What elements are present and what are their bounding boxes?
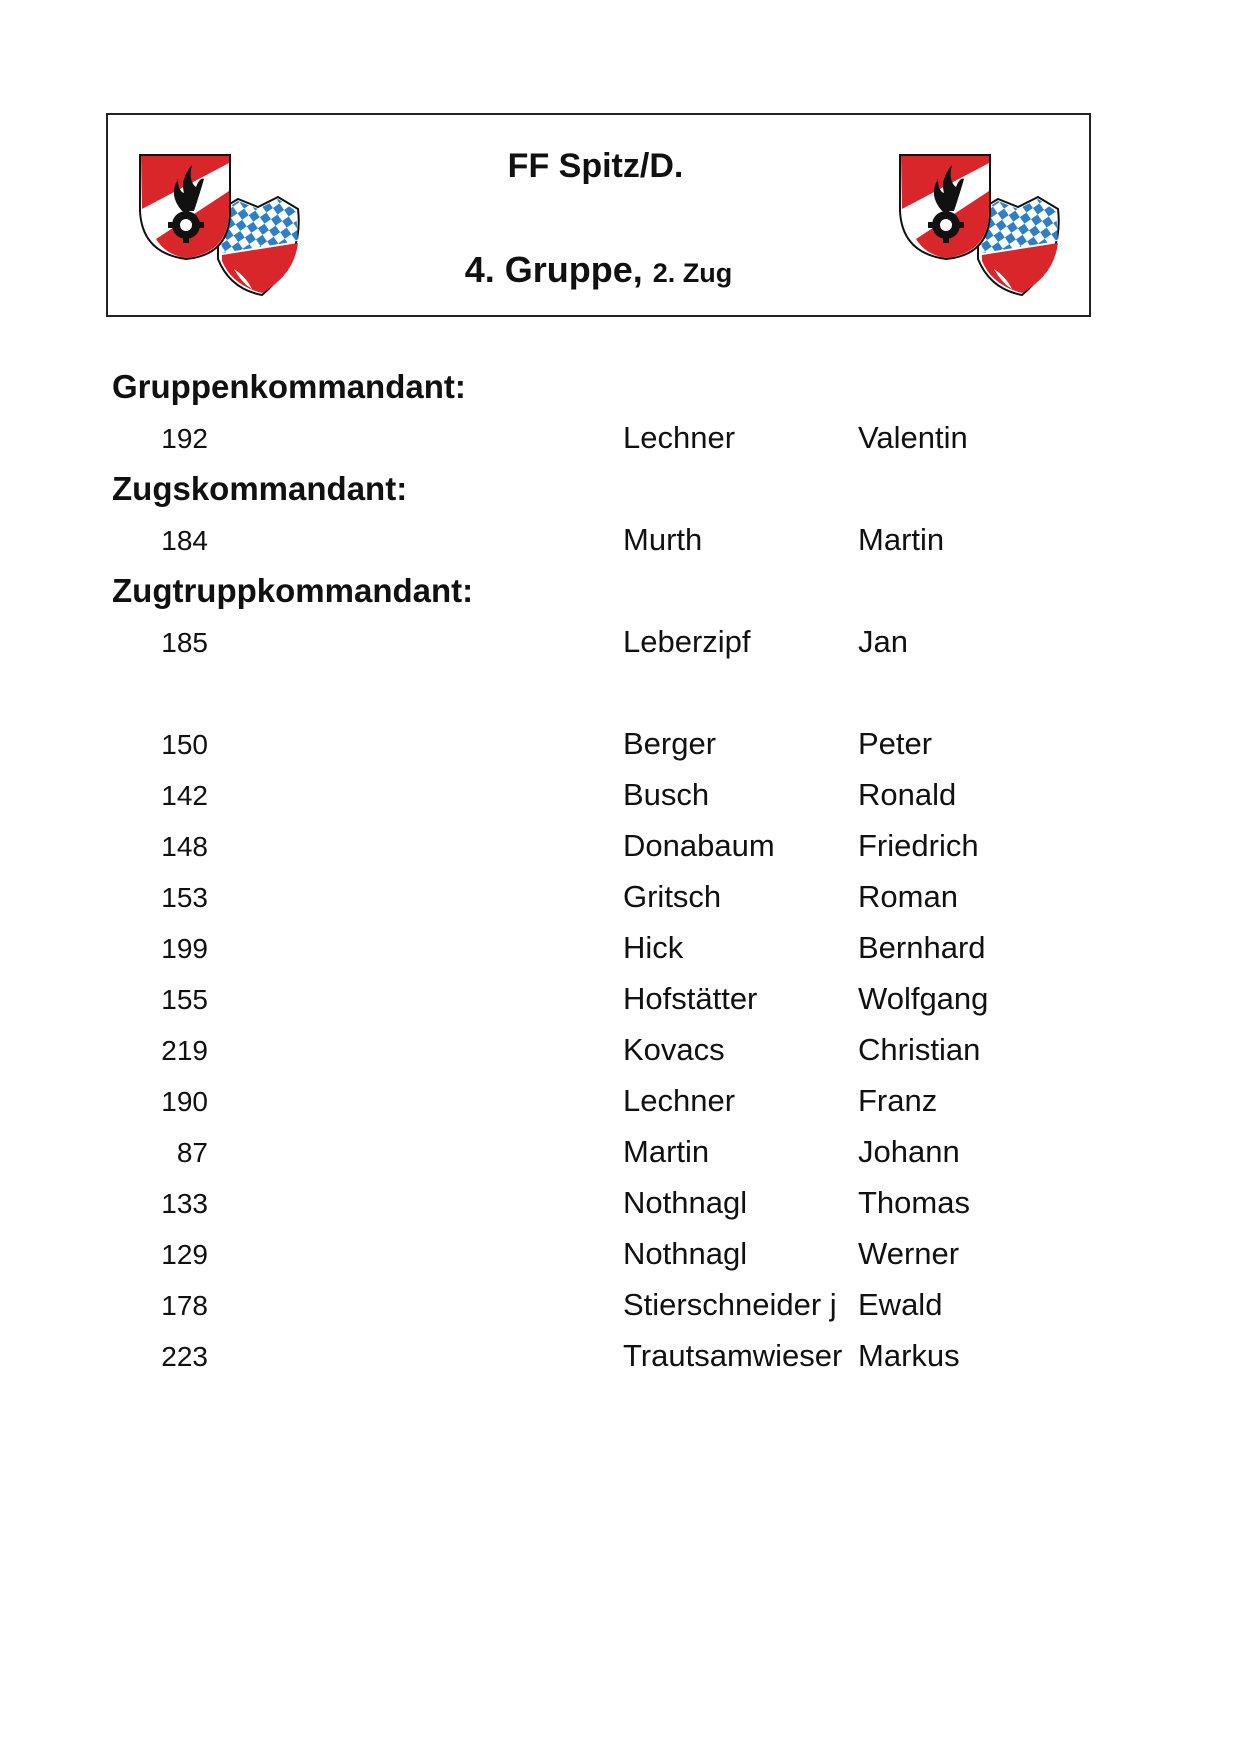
header-box	[106, 113, 1091, 317]
member-number: 192	[161, 423, 208, 454]
member-row	[0, 1032, 1241, 1072]
member-row	[0, 726, 1241, 766]
member-lastname: Berger	[623, 726, 717, 761]
page-title: FF Spitz/D.	[507, 147, 684, 185]
member-number: 178	[161, 1290, 208, 1321]
member-number: 219	[161, 1035, 208, 1066]
member-number: 133	[161, 1188, 208, 1219]
member-lastname: Lechner	[623, 420, 736, 455]
member-lastname: Lechner	[623, 1083, 736, 1118]
member-lastname: Stierschneider j	[623, 1287, 837, 1322]
member-lastname: Kovacs	[623, 1032, 725, 1067]
member-lastname: Martin	[623, 1134, 710, 1169]
member-number: 184	[161, 525, 208, 556]
fire-brigade-emblem-icon	[894, 149, 1072, 301]
member-row	[0, 981, 1241, 1021]
member-lastname: Murth	[623, 522, 703, 557]
member-firstname: Peter	[858, 726, 933, 761]
member-lastname: Nothnagl	[623, 1185, 748, 1220]
member-row	[0, 1134, 1241, 1174]
member-row	[0, 930, 1241, 970]
member-row	[0, 777, 1241, 817]
member-firstname: Jan	[858, 624, 908, 659]
member-number: 148	[161, 831, 208, 862]
member-number: 129	[161, 1239, 208, 1270]
member-number: 87	[176, 1137, 208, 1168]
member-firstname: Thomas	[858, 1185, 970, 1220]
member-row	[0, 1338, 1241, 1378]
zug-label: 2. Zug	[652, 258, 733, 288]
member-number: 153	[161, 882, 208, 913]
member-lastname: Trautsamwieser	[623, 1338, 843, 1373]
member-firstname: Johann	[858, 1134, 960, 1169]
member-firstname: Wolfgang	[858, 981, 989, 1016]
member-number: 223	[161, 1341, 208, 1372]
member-row	[0, 1083, 1241, 1123]
member-row	[0, 1236, 1241, 1276]
member-firstname: Christian	[858, 1032, 981, 1067]
member-number: 155	[161, 984, 208, 1015]
zugskommandant-heading: Zugskommandant:	[112, 470, 408, 507]
member-number: 190	[161, 1086, 208, 1117]
member-number: 150	[161, 729, 208, 760]
member-row	[0, 879, 1241, 919]
member-firstname: Roman	[858, 879, 958, 914]
zugskommandant-row	[0, 522, 1241, 562]
member-number: 185	[161, 627, 208, 658]
member-row	[0, 1185, 1241, 1225]
member-number: 142	[161, 780, 208, 811]
member-row	[0, 828, 1241, 868]
gruppenkommandant-row	[0, 420, 1241, 460]
member-firstname: Friedrich	[858, 828, 979, 863]
member-firstname: Martin	[858, 522, 945, 557]
member-lastname: Donabaum	[623, 828, 775, 863]
member-firstname: Werner	[858, 1236, 960, 1271]
zugtruppkommandant-heading: Zugtruppkommandant:	[112, 572, 474, 609]
member-firstname: Ronald	[858, 777, 957, 812]
member-row	[0, 1287, 1241, 1327]
member-lastname: Gritsch	[623, 879, 722, 914]
member-firstname: Franz	[858, 1083, 938, 1118]
member-lastname: Busch	[623, 777, 710, 812]
gruppenkommandant-heading: Gruppenkommandant:	[112, 368, 466, 405]
member-firstname: Bernhard	[858, 930, 986, 965]
member-lastname: Nothnagl	[623, 1236, 748, 1271]
member-firstname: Valentin	[858, 420, 968, 455]
member-lastname: Hofstätter	[623, 981, 758, 1016]
member-lastname: Hick	[623, 930, 684, 965]
member-firstname: Ewald	[858, 1287, 943, 1322]
group-label: 4. Gruppe,	[464, 249, 643, 290]
member-firstname: Markus	[858, 1338, 960, 1373]
zugtruppkommandant-row	[0, 624, 1241, 664]
member-number: 199	[161, 933, 208, 964]
member-lastname: Leberzipf	[623, 624, 751, 659]
